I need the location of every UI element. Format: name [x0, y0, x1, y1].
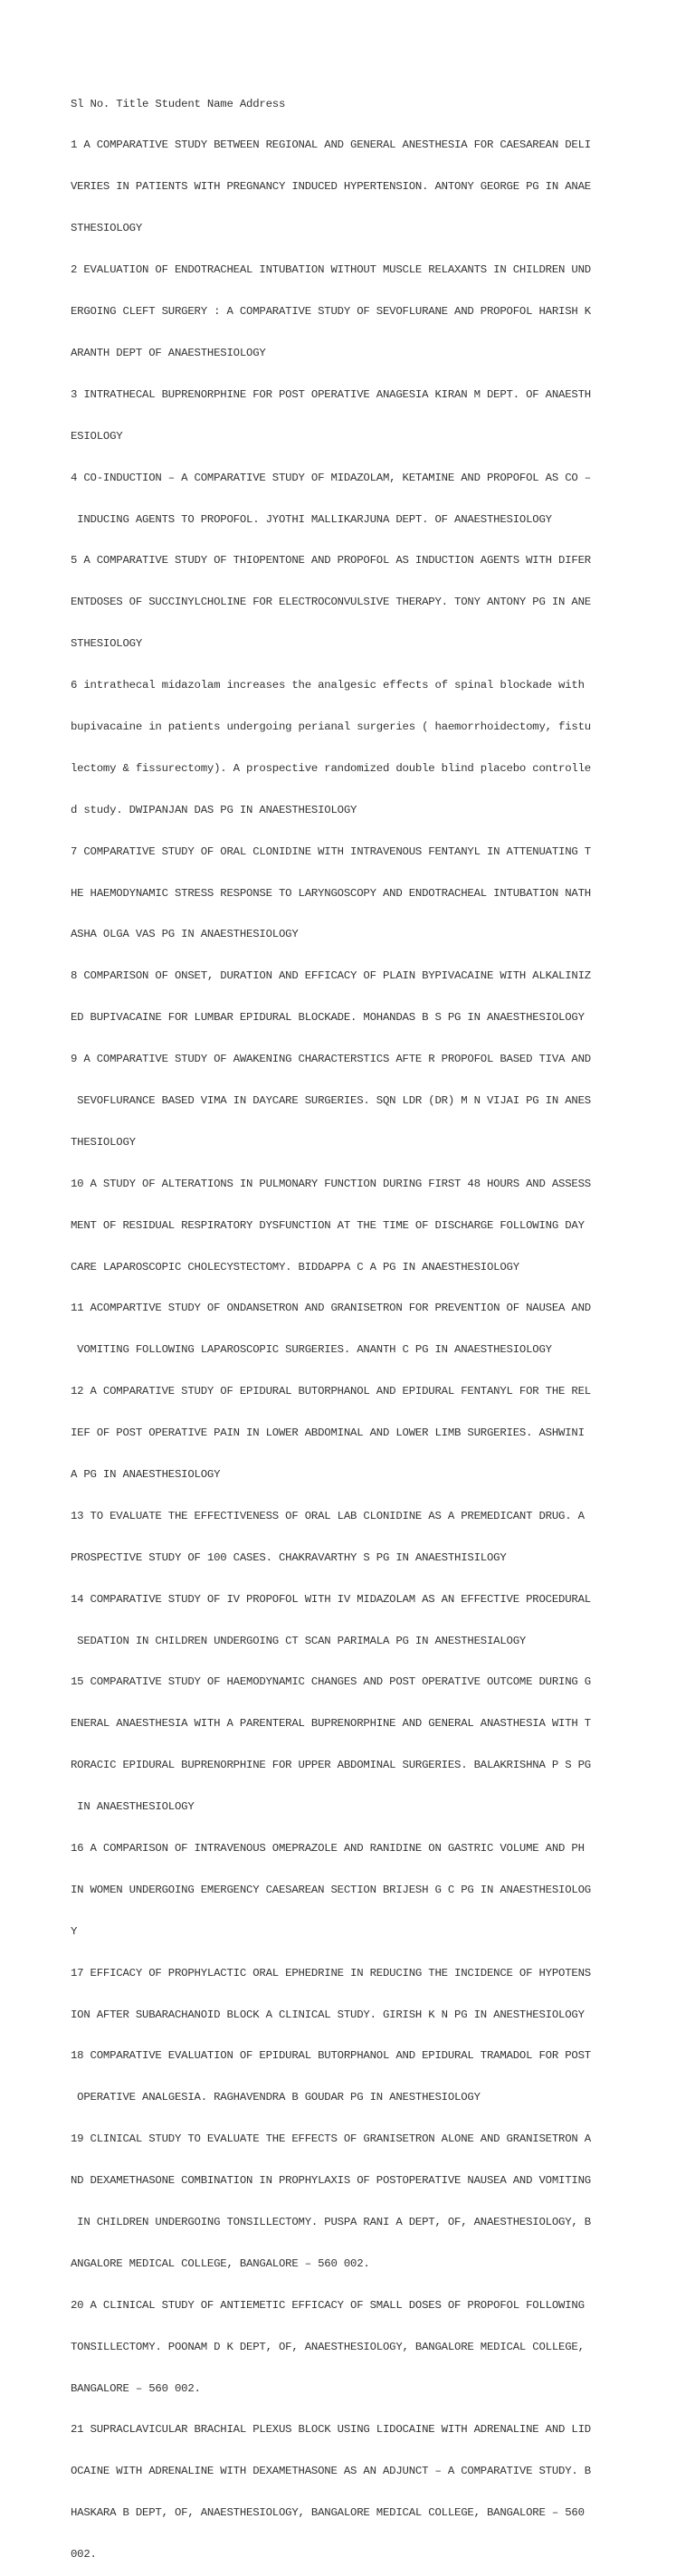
- text-line: ESIOLOGY: [71, 429, 123, 443]
- text-line: lectomy & fissurectomy). A prospective randomized double blind placebo controlle: [71, 761, 591, 775]
- text-line: ENTDOSES OF SUCCINYLCHOLINE FOR ELECTROCONVULSIVE THERAPY. TONY ANTONY PG IN ANE: [71, 596, 591, 609]
- text-line: HASKARA B DEPT, OF, ANAESTHESIOLOGY, BANGALORE MEDICAL COLLEGE, BANGALORE – 560: [71, 2506, 585, 2520]
- text-line: ION AFTER SUBARACHANOID BLOCK A CLINICAL STUDY. GIRISH K N PG IN ANESTHESIOLOGY: [71, 2008, 585, 2021]
- text-line: ND DEXAMETHASONE COMBINATION IN PROPHYLAXIS OF POSTOPERATIVE NAUSEA AND VOMITING: [71, 2174, 591, 2188]
- text-line: 4 CO-INDUCTION – A COMPARATIVE STUDY OF MIDAZOLAM, KETAMINE AND PROPOFOL AS CO –: [71, 471, 591, 484]
- text-line: 16 A COMPARISON OF INTRAVENOUS OMEPRAZOLE AND RANIDINE ON GASTRIC VOLUME AND PH: [71, 1842, 585, 1855]
- text-line: STHESIOLOGY: [71, 637, 143, 651]
- text-line: IN CHILDREN UNDERGOING TONSILLECTOMY. PUSPA RANI A DEPT, OF, ANAESTHESIOLOGY, B: [71, 2216, 591, 2229]
- text-line: bupivacaine in patients undergoing perianal surgeries ( haemorrhoidectomy, fistu: [71, 720, 591, 733]
- text-line: 2 EVALUATION OF ENDOTRACHEAL INTUBATION WITHOUT MUSCLE RELAXANTS IN CHILDREN UND: [71, 263, 591, 277]
- text-line: 19 CLINICAL STUDY TO EVALUATE THE EFFECTS OF GRANISETRON ALONE AND GRANISETRON A: [71, 2132, 591, 2146]
- text-line: BANGALORE – 560 002.: [71, 2381, 201, 2395]
- text-line: 14 COMPARATIVE STUDY OF IV PROPOFOL WITH IV MIDAZOLAM AS AN EFFECTIVE PROCEDURAL: [71, 1592, 591, 1606]
- text-line: MENT OF RESIDUAL RESPIRATORY DYSFUNCTION AT THE TIME OF DISCHARGE FOLLOWING DAY: [71, 1218, 585, 1232]
- text-line: CARE LAPAROSCOPIC CHOLECYSTECTOMY. BIDDAPPA C A PG IN ANAESTHESIOLOGY: [71, 1260, 519, 1274]
- text-line: ARANTH DEPT OF ANAESTHESIOLOGY: [71, 346, 266, 359]
- text-line: 21 SUPRACLAVICULAR BRACHIAL PLEXUS BLOCK USING LIDOCAINE WITH ADRENALINE AND LID: [71, 2423, 591, 2437]
- text-line: TONSILLECTOMY. POONAM D K DEPT, OF, ANAESTHESIOLOGY, BANGALORE MEDICAL COLLEGE,: [71, 2340, 585, 2353]
- text-line: ANGALORE MEDICAL COLLEGE, BANGALORE – 560 002.: [71, 2256, 370, 2270]
- text-line: IN WOMEN UNDERGOING EMERGENCY CAESAREAN SECTION BRIJESH G C PG IN ANAESTHESIOLOG: [71, 1883, 591, 1896]
- text-line: 15 COMPARATIVE STUDY OF HAEMODYNAMIC CHANGES AND POST OPERATIVE OUTCOME DURING G: [71, 1675, 591, 1689]
- text-line: A PG IN ANAESTHESIOLOGY: [71, 1467, 221, 1481]
- text-line: OCAINE WITH ADRENALINE WITH DEXAMETHASONE AS AN ADJUNCT – A COMPARATIVE STUDY. B: [71, 2465, 591, 2478]
- text-line: d study. DWIPANJAN DAS PG IN ANAESTHESIOLOGY: [71, 803, 357, 816]
- text-line: 10 A STUDY OF ALTERATIONS IN PULMONARY FUNCTION DURING FIRST 48 HOURS AND ASSESS: [71, 1177, 591, 1190]
- text-line: 12 A COMPARATIVE STUDY OF EPIDURAL BUTORPHANOL AND EPIDURAL FENTANYL FOR THE REL: [71, 1385, 591, 1398]
- text-line: 7 COMPARATIVE STUDY OF ORAL CLONIDINE WITH INTRAVENOUS FENTANYL IN ATTENUATING T: [71, 844, 591, 858]
- text-line: ERGOING CLEFT SURGERY : A COMPARATIVE STUDY OF SEVOFLURANE AND PROPOFOL HARISH K: [71, 305, 591, 319]
- header-line: Sl No. Title Student Name Address: [71, 97, 286, 110]
- text-line: VOMITING FOLLOWING LAPAROSCOPIC SURGERIES. ANANTH C PG IN ANAESTHESIOLOGY: [71, 1343, 552, 1357]
- text-line: SEDATION IN CHILDREN UNDERGOING CT SCAN PARIMALA PG IN ANESTHESIALOGY: [71, 1634, 527, 1647]
- text-line: OPERATIVE ANALGESIA. RAGHAVENDRA B GOUDAR PG IN ANESTHESIOLOGY: [71, 2091, 481, 2104]
- text-line: 002.: [71, 2548, 97, 2562]
- text-line: RORACIC EPIDURAL BUPRENORPHINE FOR UPPER ABDOMINAL SURGERIES. BALAKRISHNA P S PG: [71, 1759, 591, 1772]
- text-line: 6 intrathecal midazolam increases the analgesic effects of spinal blockade with: [71, 679, 585, 692]
- document-text-block: [71, 70, 632, 2576]
- text-line: THESIOLOGY: [71, 1135, 136, 1149]
- text-line: PROSPECTIVE STUDY OF 100 CASES. CHAKRAVARTHY S PG IN ANAESTHISILOGY: [71, 1550, 507, 1564]
- text-line: SEVOFLURANCE BASED VIMA IN DAYCARE SURGERIES. SQN LDR (DR) M N VIJAI PG IN ANES: [71, 1093, 591, 1107]
- text-line: VERIES IN PATIENTS WITH PREGNANCY INDUCED HYPERTENSION. ANTONY GEORGE PG IN ANAE: [71, 180, 591, 194]
- text-line: ED BUPIVACAINE FOR LUMBAR EPIDURAL BLOCKADE. MOHANDAS B S PG IN ANAESTHESIOLOGY: [71, 1011, 585, 1025]
- text-line: 18 COMPARATIVE EVALUATION OF EPIDURAL BUTORPHANOL AND EPIDURAL TRAMADOL FOR POST: [71, 2049, 591, 2063]
- text-line: 13 TO EVALUATE THE EFFECTIVENESS OF ORAL LAB CLONIDINE AS A PREMEDICANT DRUG. A: [71, 1509, 585, 1522]
- text-line: ASHA OLGA VAS PG IN ANAESTHESIOLOGY: [71, 928, 299, 941]
- text-line: 5 A COMPARATIVE STUDY OF THIOPENTONE AND PROPOFOL AS INDUCTION AGENTS WITH DIFER: [71, 554, 591, 568]
- text-line: HE HAEMODYNAMIC STRESS RESPONSE TO LARYNGOSCOPY AND ENDOTRACHEAL INTUBATION NATH: [71, 886, 591, 900]
- text-line: ENERAL ANAESTHESIA WITH A PARENTERAL BUPRENORPHINE AND GENERAL ANASTHESIA WITH T: [71, 1717, 591, 1731]
- text-line: 8 COMPARISON OF ONSET, DURATION AND EFFICACY OF PLAIN BYPIVACAINE WITH ALKALINIZ: [71, 969, 591, 983]
- text-line: 1 A COMPARATIVE STUDY BETWEEN REGIONAL AND GENERAL ANESTHESIA FOR CAESAREAN DELI: [71, 138, 591, 152]
- text-line: 9 A COMPARATIVE STUDY OF AWAKENING CHARACTERSTICS AFTE R PROPOFOL BASED TIVA AND: [71, 1053, 591, 1066]
- text-line: STHESIOLOGY: [71, 222, 143, 235]
- text-line: 20 A CLINICAL STUDY OF ANTIEMETIC EFFICACY OF SMALL DOSES OF PROPOFOL FOLLOWING: [71, 2298, 585, 2312]
- text-line: INDUCING AGENTS TO PROPOFOL. JYOTHI MALLIKARJUNA DEPT. OF ANAESTHESIOLOGY: [71, 512, 552, 526]
- text-line: 17 EFFICACY OF PROPHYLACTIC ORAL EPHEDRINE IN REDUCING THE INCIDENCE OF HYPOTENS: [71, 1966, 591, 1980]
- text-line: IN ANAESTHESIOLOGY: [71, 1800, 195, 1814]
- text-line: 11 ACOMPARTIVE STUDY OF ONDANSETRON AND GRANISETRON FOR PREVENTION OF NAUSEA AND: [71, 1302, 591, 1315]
- text-line: IEF OF POST OPERATIVE PAIN IN LOWER ABDOMINAL AND LOWER LIMB SURGERIES. ASHWINI: [71, 1426, 585, 1440]
- text-line: 3 INTRATHECAL BUPRENORPHINE FOR POST OPERATIVE ANAGESIA KIRAN M DEPT. OF ANAESTH: [71, 387, 591, 401]
- text-line: Y: [71, 1924, 78, 1938]
